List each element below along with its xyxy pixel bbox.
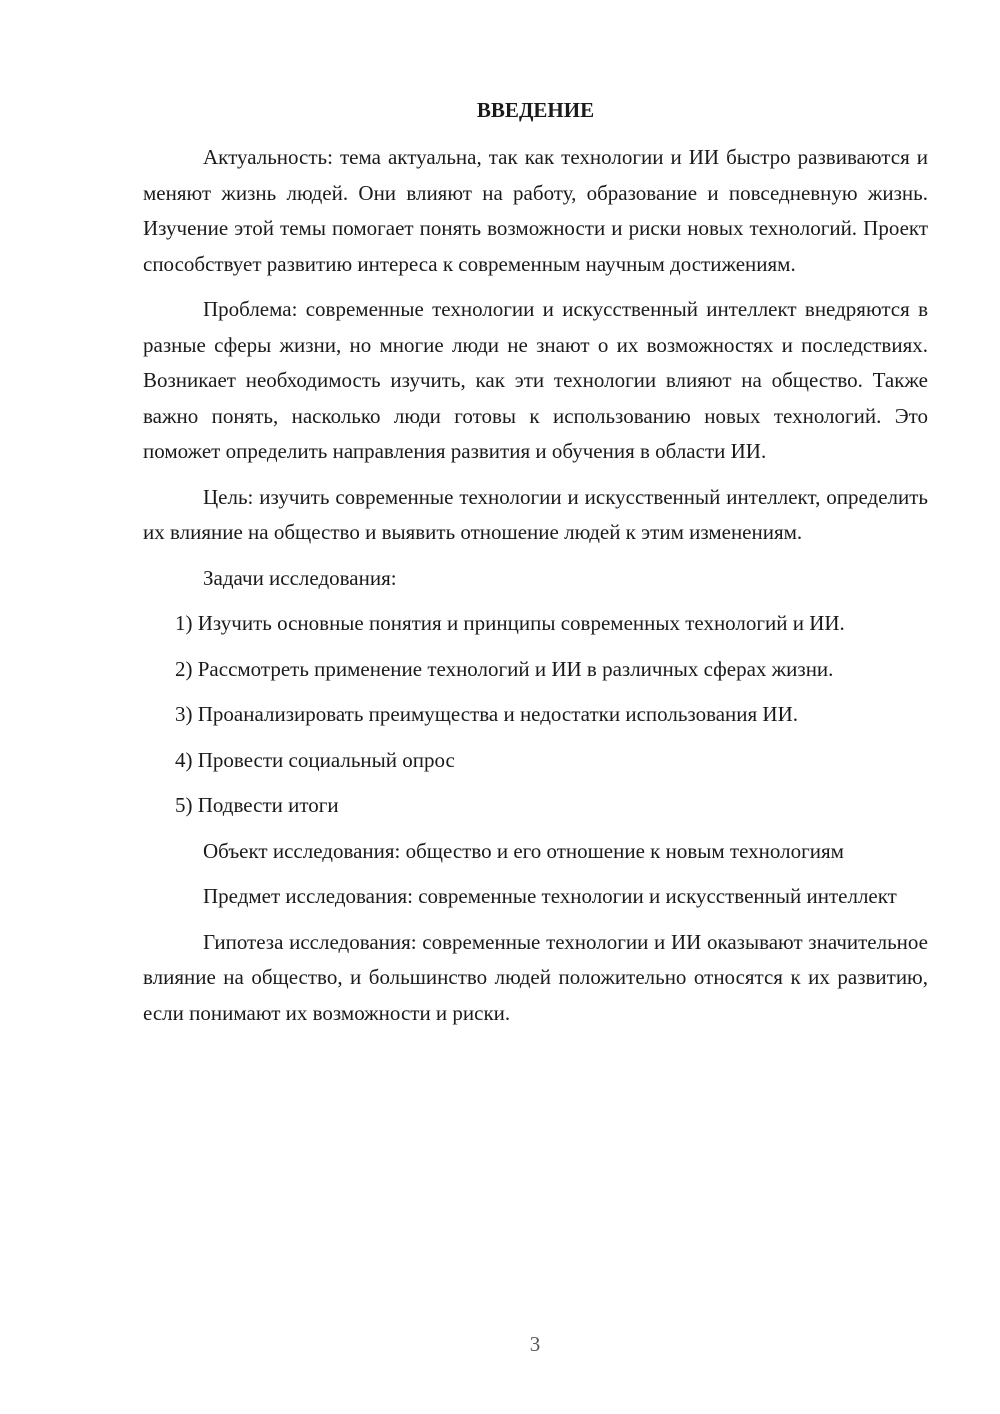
task-item-3: 3) Проанализировать преимущества и недостатки использования ИИ. [175,702,799,726]
task-list [143,606,928,824]
tasks-heading: Задачи исследования: [203,565,397,590]
paragraph-relevance: Актуальность: тема актуальна, так как технологии и ИИ быстро развиваются и меняют жизнь людей. Они влияют на работу, образование и повседневную жизнь. Изучение этой темы помогает понять возможности и риски новых технологий. Проект способствует развитию интереса к современным научным достижениям. [143,145,928,276]
task-item-4: 4) Провести социальный опрос [175,747,455,772]
paragraph-subject: Предмет исследования: современные технологии и искусственный интеллект [203,884,897,908]
task-item-2: 2) Рассмотреть применение технологий и ИИ в различных сферах жизни. [175,656,834,681]
paragraph-goal: Цель: изучить современные технологии и искусственный интеллект, определить их влияние на общество и выявить отношение людей к этим изменениям. [143,484,928,544]
section-title: ВВЕДЕНИЕ [476,98,595,122]
paragraph-problem: Проблема: современные технологии и искусственный интеллект внедряются в разные сферы жизни, но многие люди не знают о их возможностях и последствиях. Возникает необходимость изучить, как эти технологии влияют на общество. Также важно понять, насколько люди готовы к использованию новых технологий. Это поможет определить направления развития и обучения в области ИИ. [143,297,928,463]
page-number: 3 [529,1332,541,1356]
document-page [143,96,928,1041]
task-item-5: 5) Подвести итоги [175,793,339,817]
paragraph-object: Объект исследования: общество и его отношение к новым технологиям [203,838,844,863]
paragraph-hypothesis: Гипотеза исследования: современные технологии и ИИ оказывают значительное влияние на общество, и большинство людей положительно относятся к их развитию, если понимают их возможности и риски. [143,929,928,1025]
task-item-1: 1) Изучить основные понятия и принципы современных технологий и ИИ. [175,611,845,635]
